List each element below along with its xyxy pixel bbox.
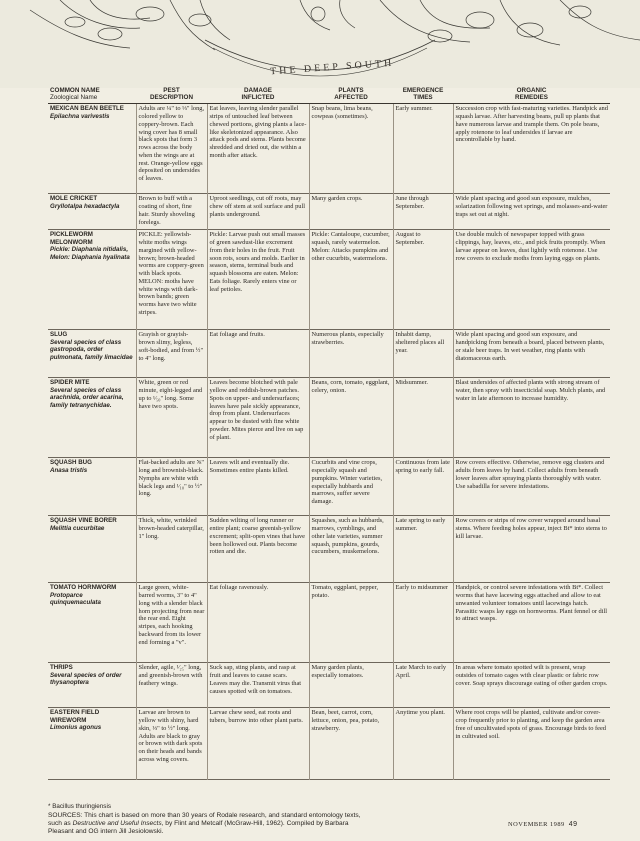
- common-name: EASTERN FIELD WIREWORM: [50, 709, 100, 724]
- pest-description-cell: Brown to buff with a coating of short, fine hair. Sturdy shoveling forelegs.: [136, 194, 207, 230]
- pest-description-cell: Adults are ¼" to ⅓" long, colored yellow to coppery-brown. Each wing cover has 8 small black spots that form 3 rows across the body when the wings are at rest. Orange-yellow eggs deposited on undersides of leaves.: [136, 104, 207, 194]
- common-name: MOLE CRICKET: [50, 195, 98, 203]
- plants-affected-cell: Beans, corn, tomato, eggplant, celery, onion.: [309, 378, 393, 458]
- header-organic-remedies: ORGANIC REMEDIES: [453, 86, 610, 104]
- table-row: [48, 583, 610, 663]
- zoological-name: Limonius agonus: [50, 724, 102, 732]
- pest-description-cell: Thick, white, wrinkled brown-headed caterpillar, 1" long.: [136, 516, 207, 583]
- pest-description-cell: White, green or red minute, eight-legged and up to ¹⁄₅₀" long. Some have two spots.: [136, 378, 207, 458]
- table-row: [48, 458, 610, 516]
- header-common-name: COMMON NAME Zoological Name: [48, 86, 136, 104]
- pest-name-cell: [48, 663, 136, 708]
- decorative-banner: [0, 0, 640, 88]
- remedies-cell: Row covers effective. Otherwise, remove egg clusters and adults from leaves by hand. Collect adults from beneath lower leaves after spraying plants thoroughly with water. Use sabadilla for severe infestations.: [455, 459, 605, 490]
- header-pest-description: PEST DESCRIPTION: [136, 86, 207, 104]
- damage-cell: Eat foliage and fruits.: [207, 330, 309, 378]
- sources-line-3: Pleasant and OG intern Jill Jesiolowski.: [48, 828, 164, 836]
- plants-affected-cell: Pickle: Cantaloupe, cucumber, squash, rarely watermelon. Melon: Attacks pumpkins and other cucurbits, watermelons.: [309, 230, 393, 330]
- pest-name-cell: [48, 194, 136, 230]
- pest-name-cell: [48, 230, 136, 330]
- pest-description-cell: Large green, white-barred worms, 3" to 4" long with a slender black horn projecting from near the rear end. Eight stripes, each hooking backward from its lower end forming a "v".: [136, 583, 207, 663]
- remedies-cell: Where root crops will be planted, cultivate and/or cover-crop frequently prior to planting, and keep the garden area free of uncultivated spots of grass. Encourage birds to feed in cultivated soil.: [455, 709, 606, 740]
- header-damage-inflicted: DAMAGE INFLICTED: [207, 86, 309, 104]
- emergence-cell: Continuous from late spring to early fall.: [393, 458, 453, 516]
- damage-cell: Pickle: Larvae push out small masses of green sawdust-like excrement from their holes in the fruit. Fruit soon rots, sours and molds. Earlier in season, stems, terminal buds and squash blossoms are eaten. Melon: Eats foliage. Rarely enters vine or leaf petioles.: [207, 230, 309, 330]
- table-row: [48, 230, 610, 330]
- table-row: [48, 516, 610, 583]
- common-name: THRIPS: [50, 664, 73, 672]
- pest-description-cell: PICKLE: yellowish-white moths wings margined with yellow-brown; brown-headed worms are coppery-green with black spots. MELON: moths have white wings with dark-brown bands; green worms have two white stripes.: [136, 230, 207, 330]
- common-name: SQUASH VINE BORER: [50, 517, 117, 525]
- pest-name-cell: [48, 708, 136, 780]
- emergence-cell: Midsummer.: [393, 378, 453, 458]
- zoological-name: Several species of class arachnida, order acarina, family tetranychidae.: [50, 386, 124, 409]
- damage-cell: Sudden wilting of long runner or entire plant; coarse greenish-yellow excrement; split-open vines that have been hollowed out. Plants become rotten and die.: [207, 516, 309, 583]
- sources-book-title: Destructive and Useful Insects: [72, 820, 162, 828]
- page-footer: [508, 821, 578, 828]
- zoological-name: Anasa tristis: [50, 466, 88, 474]
- plants-affected-cell: Squashes, such as hubbards, marrows, cymblings, and other late varieties, summer squash, pumpkins, gourds, cucumbers, muskemelons.: [309, 516, 393, 583]
- banner-title: [0, 50, 640, 86]
- damage-cell: Larvae chew seed, eat roots and tubers, burrow into other plant parts.: [207, 708, 309, 780]
- common-name: TOMATO HORNWORM: [50, 584, 117, 592]
- damage-cell: Eat foliage ravenously.: [207, 583, 309, 663]
- damage-cell: Suck sap, sting plants, and rasp at fruit and leaves to cause scars. Leaves may die. Transmit virus that causes spotted wilt on tomatoes.: [207, 663, 309, 708]
- sources-line-2b: , by Flint and Metcalf (McGraw-Hill, 1962). Compiled by Barbara: [161, 820, 349, 828]
- emergence-cell: August to September.: [393, 230, 453, 330]
- remedies-cell: Blast undersides of affected plants with strong stream of water, then spray with insecticidal soap. Mulch plants, and water in late afternoon to increase humidity.: [455, 379, 606, 402]
- remedies-cell: In areas where tomato spotted wilt is present, wrap outsides of tomato cages with clear plastic or fabric row cover. Soap sprays discourage eating of other garden crops.: [455, 664, 608, 687]
- common-name: SQUASH BUG: [50, 459, 92, 467]
- pest-name-cell: [48, 378, 136, 458]
- zoological-name: Protoparce quinquemaculata: [50, 591, 101, 607]
- table-row: [48, 708, 610, 780]
- table-row: [48, 663, 610, 708]
- zoological-name: Several species of class gastropoda, order pulmonata, family limacidae: [50, 338, 133, 361]
- issue-date: NOVEMBER 1989: [508, 821, 565, 828]
- table-row: [48, 330, 610, 378]
- remedies-cell: Use double mulch of newspaper topped with grass clippings, hay, leaves, etc., and pick fruits promptly. When larvae appear on leaves, dust lightly with rotenone. Use row covers to exclude moths from laying eggs on plants.: [455, 231, 606, 262]
- common-name: PICKLEWORM MELONWORM: [50, 231, 93, 246]
- pest-name-cell: [48, 330, 136, 378]
- header-emergence-times: EMERGENCE TIMES: [393, 86, 453, 104]
- emergence-cell: June through September.: [393, 194, 453, 230]
- zoological-name: Several species of order thysanoptera: [50, 671, 122, 687]
- sources-line-2a: such as: [48, 820, 73, 828]
- plants-affected-cell: Numerous plants, especially strawberries.: [309, 330, 393, 378]
- common-name: SLUG: [50, 331, 68, 339]
- emergence-cell: Early summer.: [393, 104, 453, 194]
- footnote: * Bacillus thuringiensis: [48, 803, 111, 810]
- emergence-cell: Inhabit damp, sheltered places all year.: [393, 330, 453, 378]
- sources-line-1: SOURCES: This chart is based on more than 30 years of Rodale research, and standard entomology texts,: [48, 812, 361, 819]
- zoological-name: Pickle: Diaphania nitidalis, Melon: Diaphania hyalinata: [50, 246, 130, 261]
- damage-cell: Leaves wilt and eventually die. Sometimes entire plants killed.: [207, 458, 309, 516]
- emergence-cell: Anytime you plant.: [393, 708, 453, 780]
- common-name: SPIDER MITE: [50, 379, 90, 387]
- page-number: 49: [568, 821, 578, 828]
- pest-table: [48, 86, 610, 780]
- plants-affected-cell: Cucurbits and vine crops, especially squash and pumpkins. Winter varieties, especially hubbards and marrows, suffer severe damage.: [309, 458, 393, 516]
- zoological-name: Epilachna varivestis: [50, 112, 110, 120]
- damage-cell: Leaves become blotched with pale yellow and reddish-brown patches. Spots on upper- and undersurfaces; leaves have pale sickly appearance, drop from plant. Undersurfaces appear to be dusted with fine white powder. Mites pierce and live on sap of plant.: [207, 378, 309, 458]
- emergence-cell: Late spring to early summer.: [393, 516, 453, 583]
- emergence-cell: Late March to early April.: [393, 663, 453, 708]
- pest-description-cell: Flat-backed adults are ⅝" long and brownish-black. Nymphs are white with black legs and ¹⁄₁₀" to ½" long.: [136, 458, 207, 516]
- remedies-cell: Wide plant spacing and good sun exposure, mulches, solarization following wet springs, and molasses-and-water traps set out at night.: [455, 195, 608, 218]
- table-row: [48, 104, 610, 194]
- plants-affected-cell: Bean, beet, carrot, corn, lettuce, onion, pea, potato, strawberry.: [309, 708, 393, 780]
- table-header-row: [48, 86, 610, 104]
- header-plants-affected: PLANTS AFFECTED: [309, 86, 393, 104]
- pest-description-cell: Grayish or grayish-brown slimy, legless, soft-bodied, and from ½" to 4" long.: [136, 330, 207, 378]
- table-row: [48, 378, 610, 458]
- remedies-cell: Succession crop with fast-maturing varieties. Handpick and squash larvae. After harvesting beans, pull up plants that have numerous larvae and trample them. On pole beans, apply rotenone to leaf undersides if larvae are uncontrollable by hand.: [455, 105, 608, 144]
- remedies-cell: Row covers or strips of row cover wrapped around basal stems. Where feeding holes appear, inject Bt* into stems to kill larvae.: [455, 517, 607, 540]
- plants-affected-cell: Many garden crops.: [309, 194, 393, 230]
- pest-name-cell: [48, 104, 136, 194]
- damage-cell: Eat leaves, leaving slender parallel strips of untouched leaf between chewed portions, giving plants a lace-like skeletonized appearance. Also attack pods and stems. Plants become shredded and dried out, die within a month after attack.: [207, 104, 309, 194]
- emergence-cell: Early to midsummer: [393, 583, 453, 663]
- common-name: MEXICAN BEAN BEETLE: [50, 105, 124, 113]
- remedies-cell: Handpick, or control severe infestations with Bt*. Collect worms that have lacewing eggs attached and allow to eat unwanted volunteer tomatoes until lacewings hatch. Parasitic wasps lay eggs on hornworms. Plant fennel or dill to attract wasps.: [455, 584, 608, 623]
- pest-description-cell: Slender, agile, ¹⁄₂₅" long, and greenish-brown with feathery wings.: [136, 663, 207, 708]
- plants-affected-cell: Tomato, eggplant, pepper, potato.: [309, 583, 393, 663]
- plants-affected-cell: Many garden plants, especially tomatoes.: [309, 663, 393, 708]
- pest-name-cell: [48, 458, 136, 516]
- zoological-name: Gryllotalpa hexadactyla: [50, 202, 120, 210]
- sources-note: [48, 812, 488, 836]
- pest-description-cell: Larvae are brown to yellow with shiny, hard skin, ⅓" to ½" long. Adults are black to gray or brown with dark spots on their heads and bands across wing covers.: [136, 708, 207, 780]
- table-row: [48, 194, 610, 230]
- pest-name-cell: [48, 583, 136, 663]
- damage-cell: Uproot seedlings, cut off roots, may chew off stem at soil surface and pull plants underground.: [207, 194, 309, 230]
- remedies-cell: Wide plant spacing and good sun exposure, and handpicking from beneath a board, placed between plants, or stale beer traps. In wet weather, ring plants with diatomaceous earth.: [455, 331, 605, 362]
- plants-affected-cell: Snap beans, lima beans, cowpeas (sometimes).: [309, 104, 393, 194]
- banner-title-text: THE DEEP SOUTH: [269, 57, 395, 78]
- zoological-name: Melittia cucurbitae: [50, 524, 105, 532]
- pest-name-cell: [48, 516, 136, 583]
